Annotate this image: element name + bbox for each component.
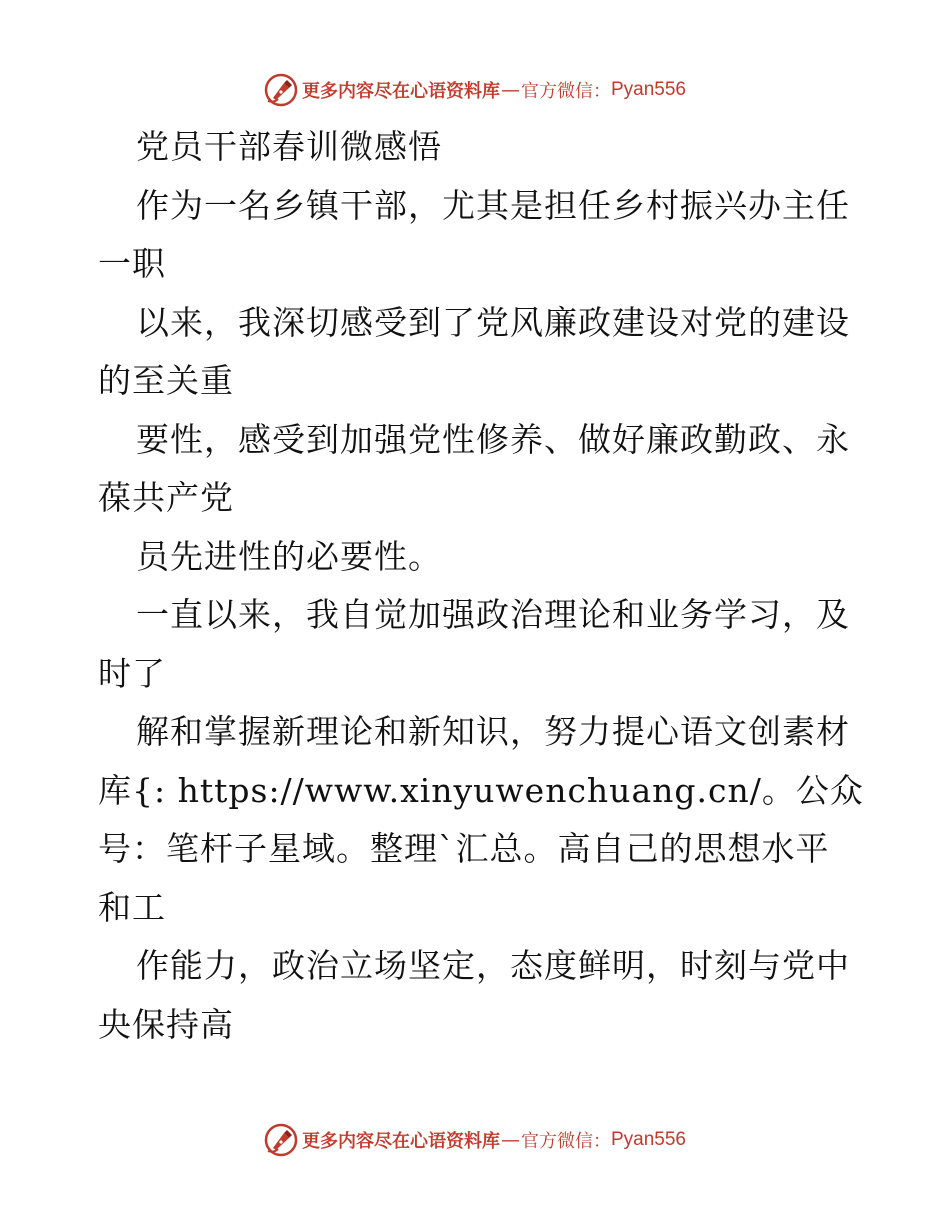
banner-separator: — [500, 1129, 520, 1151]
document-line: 解和掌握新理论和新知识，努力提心语文创素材 [136, 712, 850, 751]
document-body [98, 118, 868, 1054]
document-line: 一职 [98, 244, 166, 283]
document-line: 央保持高 [98, 1004, 234, 1044]
banner-wechat-label: 官方微信： [520, 1131, 611, 1152]
document-line: 作能力，政治立场坚定，态度鲜明，时刻与党中 [136, 946, 850, 985]
banner-brand-text: 更多内容尽在心语资料库 [301, 81, 500, 102]
document-line: 员先进性的必要性。 [136, 536, 442, 576]
pen-nib-logo-icon [264, 1123, 298, 1157]
footer-banner [0, 1120, 950, 1160]
banner-wechat-id: Pyan556 [610, 79, 686, 100]
banner-wechat-id: Pyan556 [610, 1129, 686, 1150]
header-banner [0, 70, 950, 110]
document-line: 以来，我深切感受到了党风廉政建设对党的建设 [136, 302, 850, 342]
document-line: 一直以来，我自觉加强政治理论和业务学习，及 [136, 595, 850, 634]
document-line: 号：笔杆子星域。整理`汇总。高自己的思想水平 [98, 829, 830, 868]
document-title: 党员干部春训微感悟 [136, 127, 442, 166]
pen-nib-logo-icon [264, 73, 298, 107]
document-line: 葆共产党 [98, 478, 234, 517]
document-line: 和工 [98, 887, 166, 927]
banner-separator: — [500, 79, 520, 101]
document-line: 的至关重 [98, 361, 234, 400]
document-line-url: 库{: https://www.xinyuwenchuang.cn/。公众 [98, 770, 864, 810]
banner-wechat-label: 官方微信： [520, 81, 611, 102]
banner-brand-text: 更多内容尽在心语资料库 [301, 1131, 500, 1152]
document-line: 作为一名乡镇干部，尤其是担任乡村振兴办主任 [136, 185, 850, 225]
document-line: 要性，感受到加强党性修养、做好廉政勤政、永 [136, 419, 850, 459]
document-line: 时了 [98, 653, 166, 693]
